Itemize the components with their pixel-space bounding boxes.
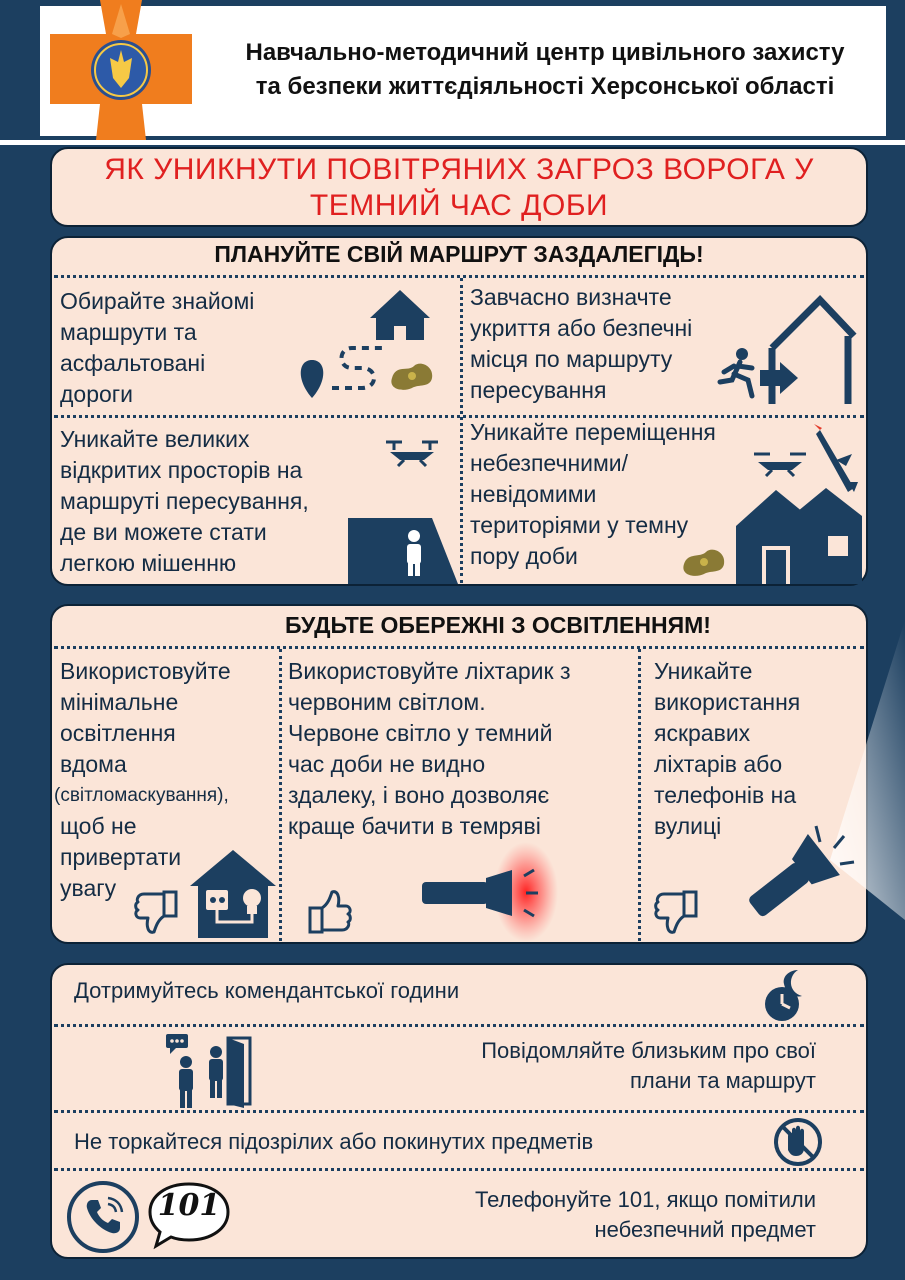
tip-line: здалеку, і воно дозволяє: [288, 782, 550, 808]
thumbs-down-icon: [134, 888, 180, 936]
tip-line: асфальтовані: [60, 350, 206, 376]
tip-unknown-territory: [470, 417, 716, 572]
tip-line: використання: [654, 689, 801, 715]
thumbs-down-icon: [654, 888, 700, 936]
tip-line: червоним світлом.: [288, 689, 486, 715]
bright-flashlight-icon: [738, 620, 905, 930]
tip-line: Уникайте: [654, 658, 753, 684]
no-touch-rule: Не торкайтеся підозрілих або покинутих предметів: [74, 1129, 594, 1154]
tip-red-flashlight: [288, 656, 571, 842]
tip-familiar-routes: [60, 286, 254, 410]
open-space-person-icon: [348, 514, 458, 584]
title-line-1: ЯК УНИКНУТИ ПОВІТРЯНИХ ЗАГРОЗ ВОРОГА У: [104, 153, 814, 186]
tip-line: Уникайте переміщення: [470, 419, 716, 445]
tip-line: маршрути та: [60, 319, 197, 345]
phone-icon: [66, 1180, 140, 1254]
tip-line: телефонів на: [654, 782, 797, 808]
divider: [54, 415, 864, 418]
thumbs-up-icon: [306, 888, 352, 936]
tip-line: Використовуйте: [60, 658, 231, 684]
divider: [460, 278, 463, 583]
red-flashlight-icon: [420, 842, 560, 952]
houses-icon: [736, 486, 862, 584]
org-line-2: та безпеки життєдіяльності Херсонської області: [255, 73, 835, 100]
tip-line: ліхтарів або: [654, 751, 783, 777]
night-clock-icon: [762, 968, 818, 1022]
people-talking-icon: [164, 1032, 256, 1110]
rule-line: Повідомляйте близьким про свої: [481, 1038, 816, 1063]
tip-line: місця по маршруту: [470, 346, 673, 372]
inform-rule: [380, 1036, 816, 1096]
tip-line: легкою мішенню: [60, 550, 237, 576]
tip-line: (світломаскування),: [54, 785, 229, 806]
tip-line: увагу: [60, 875, 117, 901]
tip-line: вдома: [60, 751, 127, 777]
shelter-run-icon: [712, 296, 857, 406]
organization-name: [210, 36, 880, 104]
tip-line: час доби не видно: [288, 751, 486, 777]
divider: [54, 275, 864, 278]
tip-line: привертати: [60, 844, 182, 870]
no-touch-hand-icon: [772, 1116, 824, 1168]
tip-line: яскравих: [654, 720, 751, 746]
divider: [54, 1024, 864, 1027]
tip-line: мінімальне: [60, 689, 179, 715]
tip-shelters: [470, 282, 692, 406]
tip-line: щоб не: [60, 813, 137, 839]
tip-line: невідомими: [470, 481, 597, 507]
home-electricity-icon: [190, 850, 276, 938]
drone-icon: [384, 436, 440, 468]
tip-line: Використовуйте ліхтарик з: [288, 658, 571, 684]
emergency-number: 101: [157, 1188, 221, 1223]
tip-line: Уникайте великих: [60, 426, 250, 452]
main-title: [60, 152, 858, 224]
tip-line: Обирайте знайомі: [60, 288, 255, 314]
divider: [54, 1168, 864, 1171]
tip-line: вулиці: [654, 813, 722, 839]
tip-line: Завчасно визначте: [470, 284, 672, 310]
org-line-1: Навчально-методичний центр цивільного захисту: [245, 39, 845, 66]
tip-line: відкритих просторів на: [60, 457, 303, 483]
tip-line: пересування: [470, 377, 607, 403]
divider: [638, 649, 641, 941]
tip-line: маршруті пересування,: [60, 488, 309, 514]
tip-line: дороги: [60, 381, 134, 407]
tip-line: освітлення: [60, 720, 176, 746]
tip-line: територіями у темну: [470, 512, 689, 538]
tip-line: де ви можете стати: [60, 519, 267, 545]
title-line-2: ТЕМНИЙ ЧАС ДОБИ: [309, 189, 609, 222]
landmine-icon: [388, 358, 438, 394]
drone-icon: [752, 448, 808, 478]
rule-line: небезпечний предмет: [594, 1217, 816, 1242]
tip-line: краще бачити в темряві: [288, 813, 541, 839]
rule-line: Телефонуйте 101, якщо помітили: [474, 1187, 816, 1212]
route-section-heading: ПЛАНУЙТЕ СВІЙ МАРШРУТ ЗАЗДАЛЕГІДЬ!: [214, 241, 704, 267]
civil-protection-emblem: [50, 0, 192, 140]
tip-line: укриття або безпечні: [470, 315, 693, 341]
rule-line: плани та маршрут: [629, 1068, 816, 1093]
tip-line: пору доби: [470, 543, 578, 569]
tip-line: небезпечними/: [470, 450, 629, 476]
tip-line: Червоне світло у темний: [288, 720, 553, 746]
tip-open-spaces: [60, 424, 309, 579]
call-101-rule: [360, 1185, 816, 1245]
divider: [54, 1110, 864, 1113]
lighting-section-heading: БУДЬТЕ ОБЕРЕЖНІ З ОСВІТЛЕННЯМ!: [285, 612, 711, 638]
header-divider: [0, 140, 905, 145]
divider: [279, 649, 282, 941]
landmine-icon: [680, 546, 730, 580]
curfew-rule: Дотримуйтесь комендантської години: [74, 978, 460, 1003]
